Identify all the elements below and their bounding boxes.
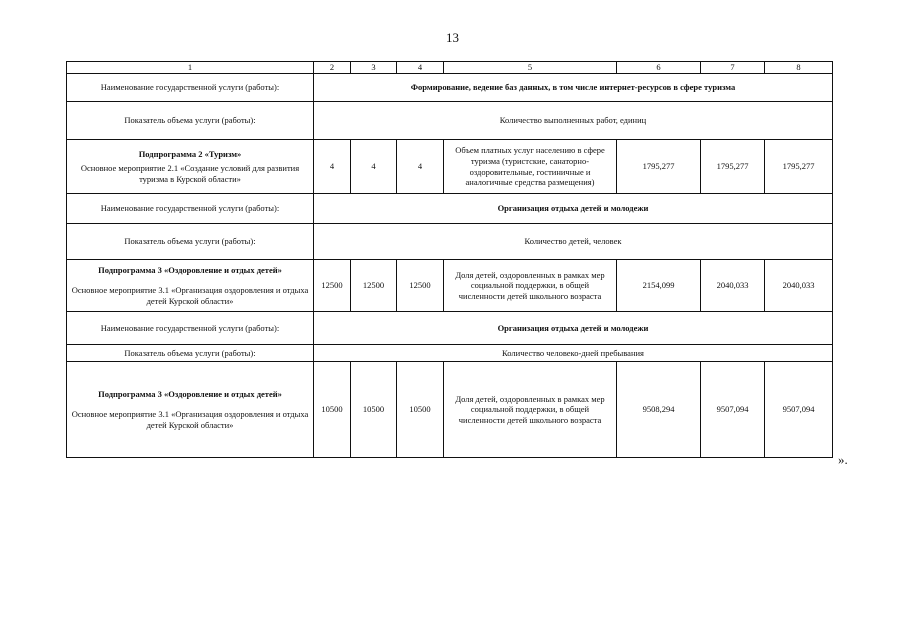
cell-col-7: 1795,277 (701, 140, 765, 194)
cell-col-4: 4 (397, 140, 444, 194)
volume-indicator-label: Показатель объема услуги (работы): (67, 345, 314, 362)
measure-text: Основное мероприятие 3.1 «Организация оздоровления и отдыха детей Курской области» (71, 285, 309, 306)
page-number: 13 (446, 30, 459, 45)
table-row (67, 260, 833, 312)
volume-indicator-row (67, 224, 833, 260)
measure-text: Основное мероприятие 2.1 «Создание условий для развития туризма в Курской области» (80, 163, 300, 184)
program-title: Подпрограмма 3 «Оздоровление и отдых детей» (98, 264, 282, 275)
volume-indicator-row (67, 345, 833, 362)
program-cell (67, 362, 314, 458)
measure-text: Основное мероприятие 3.1 «Организация оздоровления и отдыха детей Курской области» (71, 409, 309, 430)
cell-col-5: Доля детей, оздоровленных в рамках мер социальной поддержки, в общей численности детей школьного возраста (444, 260, 617, 312)
program-cell (67, 140, 314, 194)
service-name-row (67, 74, 833, 102)
cell-col-8: 1795,277 (765, 140, 833, 194)
closing-quote-mark: ». (838, 452, 848, 467)
cell-col-2: 4 (314, 140, 351, 194)
service-name-value: Формирование, ведение баз данных, в том числе интернет-ресурсов в сфере туризма (314, 74, 833, 102)
service-name-label: Наименование государственной услуги (работы): (67, 74, 314, 102)
program-title: Подпрограмма 2 «Туризм» (138, 148, 242, 159)
table-header-row (67, 62, 833, 74)
header-cell-3: 3 (351, 62, 397, 74)
cell-col-8: 2040,033 (765, 260, 833, 312)
cell-col-4: 12500 (397, 260, 444, 312)
cell-col-6: 2154,099 (617, 260, 701, 312)
cell-col-5: Доля детей, оздоровленных в рамках мер социальной поддержки, в общей численности детей школьного возраста (444, 362, 617, 458)
cell-col-3: 4 (351, 140, 397, 194)
cell-col-2: 12500 (314, 260, 351, 312)
cell-col-3: 10500 (351, 362, 397, 458)
volume-indicator-value: Количество детей, человек (314, 224, 833, 260)
service-name-label: Наименование государственной услуги (работы): (67, 194, 314, 224)
cell-col-6: 1795,277 (617, 140, 701, 194)
header-cell-1: 1 (67, 62, 314, 74)
service-name-value: Организация отдыха детей и молодежи (314, 312, 833, 345)
header-cell-6: 6 (617, 62, 701, 74)
cell-col-7: 9507,094 (701, 362, 765, 458)
cell-col-2: 10500 (314, 362, 351, 458)
cell-col-7: 2040,033 (701, 260, 765, 312)
cell-col-3: 12500 (351, 260, 397, 312)
cell-col-6: 9508,294 (617, 362, 701, 458)
service-name-label: Наименование государственной услуги (работы): (67, 312, 314, 345)
header-cell-7: 7 (701, 62, 765, 74)
table-row (67, 362, 833, 458)
volume-indicator-value: Количество человеко-дней пребывания (314, 345, 833, 362)
volume-indicator-label: Показатель объема услуги (работы): (67, 224, 314, 260)
header-cell-5: 5 (444, 62, 617, 74)
cell-col-8: 9507,094 (765, 362, 833, 458)
volume-indicator-label: Показатель объема услуги (работы): (67, 102, 314, 140)
program-title: Подпрограмма 3 «Оздоровление и отдых детей» (98, 388, 282, 399)
header-cell-2: 2 (314, 62, 351, 74)
cell-col-4: 10500 (397, 362, 444, 458)
cell-col-5: Объем платных услуг населению в сфере туризма (туристские, санаторно-оздоровительные, гостиничные и аналогичные средства размещения) (444, 140, 617, 194)
data-table (66, 61, 833, 458)
service-name-value: Организация отдыха детей и молодежи (314, 194, 833, 224)
service-name-row (67, 312, 833, 345)
service-name-row (67, 194, 833, 224)
header-cell-4: 4 (397, 62, 444, 74)
volume-indicator-value: Количество выполненных работ, единиц (314, 102, 833, 140)
header-cell-8: 8 (765, 62, 833, 74)
volume-indicator-row (67, 102, 833, 140)
table-row (67, 140, 833, 194)
program-cell (67, 260, 314, 312)
